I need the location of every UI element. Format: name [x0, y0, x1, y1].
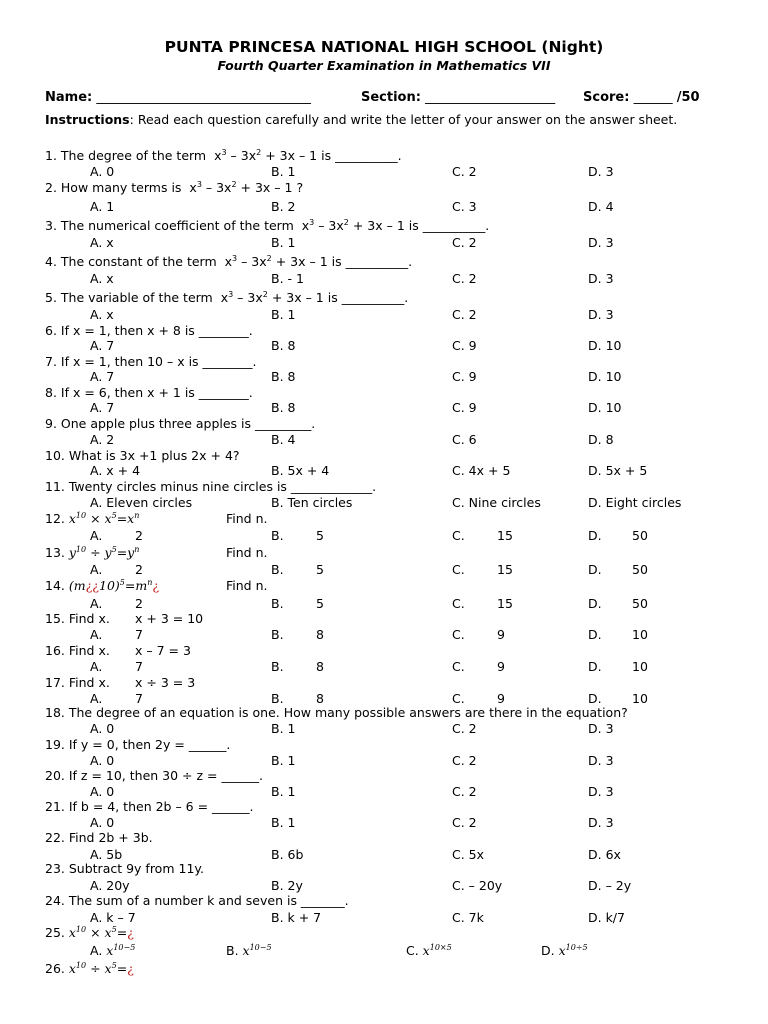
choice-a: A. 0: [90, 753, 115, 768]
question-number: 18.: [45, 705, 69, 720]
choice-value-c: 15: [497, 562, 513, 577]
question-20: [45, 768, 263, 784]
choice-expression: $x^{10\times 5}$: [418, 943, 452, 958]
question-text: Subtract 9y from 11y.: [68, 861, 204, 876]
term-expression: $x^3 - 3x^2 + 3x - 1$: [224, 254, 328, 269]
instructions-text: : Read each question carefully and write the letter of your answer on the answer sheet.: [129, 112, 678, 127]
term-expression: $x^3 - 3x^2 + 3x - 1$: [301, 218, 405, 233]
choice-d: D. 5x + 5: [588, 463, 648, 478]
choice-a: A. $x^{10-5}$: [90, 943, 136, 958]
question-text: The constant of the term: [60, 254, 217, 269]
choice-d: D. Eight circles: [588, 495, 682, 510]
choice-c: C. 2: [452, 721, 477, 736]
instructions-label: Instructions: [45, 112, 130, 127]
math-expression: $(m¿¿10)^5=m^n¿$: [68, 578, 160, 593]
instructions: [45, 112, 677, 127]
question-number: 4.: [45, 254, 61, 269]
choice-d: D. 10: [588, 369, 622, 384]
question-11: [45, 479, 376, 495]
question-25: [45, 925, 134, 941]
choice-c: C. 2: [452, 307, 477, 322]
question-text: If z = 10, then 30 ÷ z = ______.: [68, 768, 263, 783]
term-expression: $x^3 - 3x^2 + 3x - 1$: [189, 180, 293, 195]
choice-d: D.: [588, 528, 602, 543]
question-24: [45, 893, 349, 909]
choice-a: A. x: [90, 235, 114, 250]
choice-b: B. Ten circles: [271, 495, 353, 510]
name-blank: _________________________________: [96, 90, 311, 105]
choice-value-b: 8: [316, 659, 324, 674]
choice-d: D. 3: [588, 164, 614, 179]
choice-d: D.: [588, 562, 602, 577]
math-expression: $x^{10}$ × $x^5=¿$: [68, 925, 134, 940]
question-number: 7.: [45, 354, 61, 369]
question-19: [45, 737, 230, 753]
choice-a: A.: [90, 528, 103, 543]
choice-a: A. k – 7: [90, 910, 136, 925]
choice-b: B. 1: [271, 164, 296, 179]
question-text: How many terms is: [60, 180, 182, 195]
choice-a: A. 1: [90, 199, 115, 214]
choice-value-d: 50: [632, 562, 648, 577]
section-label: Section:: [361, 90, 421, 105]
choice-b: B. 2: [271, 199, 296, 214]
choice-b: B. 1: [271, 815, 296, 830]
question-blank: ?: [292, 180, 304, 195]
name-field: [45, 90, 311, 105]
question-blank: is __________.: [404, 218, 490, 233]
question-2: [45, 180, 303, 196]
find-label: Find n.: [226, 545, 268, 560]
choice-value-a: 2: [135, 596, 143, 611]
question-12: [45, 511, 268, 527]
question-26: [45, 961, 134, 977]
choice-a: A. 0: [90, 815, 115, 830]
choice-a: A. 0: [90, 784, 115, 799]
question-number: 2.: [45, 180, 61, 195]
choice-expression: $x^{10\div 5}$: [554, 943, 588, 958]
choice-value-c: 15: [497, 596, 513, 611]
choice-d: D.: [588, 596, 602, 611]
choice-b: B. 4: [271, 432, 296, 447]
choice-b: B. 1: [271, 235, 296, 250]
question-13: [45, 545, 268, 561]
question-number: 9.: [45, 416, 61, 431]
question-5: [45, 290, 408, 306]
question-text: One apple plus three apples is _________.: [60, 416, 316, 431]
choice-c: C. 9: [452, 369, 477, 384]
choice-d: D. 10: [588, 400, 622, 415]
choice-d: D.: [588, 627, 602, 642]
question-1: [45, 148, 402, 164]
choice-d: D. 10: [588, 338, 622, 353]
choice-c: C. 7k: [452, 910, 484, 925]
question-text: The numerical coefficient of the term: [60, 218, 294, 233]
math-expression: $x^{10}$ ÷ $x^5=¿$: [68, 961, 134, 976]
choice-value-a: 7: [135, 659, 143, 674]
choice-value-c: 9: [497, 691, 505, 706]
question-7: [45, 354, 257, 370]
question-text: If y = 0, then 2y = ______.: [68, 737, 231, 752]
choice-c: C.: [452, 659, 465, 674]
question-text: If x = 6, then x + 1 is ________.: [60, 385, 253, 400]
question-number: 23.: [45, 861, 69, 876]
question-4: [45, 254, 412, 270]
choice-value-b: 8: [316, 627, 324, 642]
choice-value-b: 5: [316, 596, 324, 611]
question-blank: is __________.: [323, 290, 409, 305]
choice-value-d: 50: [632, 528, 648, 543]
choice-b: B. 8: [271, 400, 296, 415]
term-expression: $x^3 - 3x^2 + 3x - 1$: [220, 290, 324, 305]
choice-value-b: 5: [316, 528, 324, 543]
choice-b: B. 8: [271, 338, 296, 353]
choice-a: A. 7: [90, 400, 115, 415]
question-number: 11.: [45, 479, 69, 494]
choice-value-a: 2: [135, 528, 143, 543]
choice-d: D. 3: [588, 271, 614, 286]
choice-d: D.: [588, 659, 602, 674]
choice-value-c: 9: [497, 659, 505, 674]
question-text: Find 2b + 3b.: [68, 830, 153, 845]
school-title: PUNTA PRINCESA NATIONAL HIGH SCHOOL (Night): [164, 38, 604, 56]
choice-d: D. $x^{10\div 5}$: [541, 943, 588, 958]
question-text: Find x.: [68, 675, 110, 690]
choice-c: C. 9: [452, 338, 477, 353]
choice-value-a: 7: [135, 627, 143, 642]
question-15: [45, 611, 204, 627]
choice-d: D. k/7: [588, 910, 625, 925]
score-total: /50: [676, 90, 700, 105]
question-number: 16.: [45, 643, 69, 658]
choice-b: B. 1: [271, 753, 296, 768]
question-number: 6.: [45, 323, 61, 338]
choice-b: B.: [271, 691, 284, 706]
choice-c: C. 6: [452, 432, 477, 447]
choice-c: C. 2: [452, 235, 477, 250]
choice-a: A.: [90, 562, 103, 577]
question-number: 3.: [45, 218, 61, 233]
choice-c: C.: [452, 596, 465, 611]
choice-c: C. 2: [452, 753, 477, 768]
choice-a: A.: [90, 659, 103, 674]
question-10: [45, 448, 240, 464]
choice-b: B. k + 7: [271, 910, 322, 925]
choice-value-d: 10: [632, 659, 648, 674]
find-label: Find n.: [226, 511, 268, 526]
choice-b: B. $x^{10-5}$: [226, 943, 272, 958]
term-expression: $x^3 - 3x^2 + 3x - 1$: [214, 148, 318, 163]
choice-d: D. 6x: [588, 847, 621, 862]
question-number: 8.: [45, 385, 61, 400]
question-text: What is 3x +1 plus 2x + 4?: [68, 448, 240, 463]
choice-value-c: 15: [497, 528, 513, 543]
question-number: 20.: [45, 768, 69, 783]
question-9: [45, 416, 315, 432]
question-text: The degree of the term: [60, 148, 207, 163]
choice-b: B.: [271, 659, 284, 674]
question-18: [45, 705, 628, 721]
question-number: 26.: [45, 961, 69, 976]
choice-a: A. Eleven circles: [90, 495, 193, 510]
choice-b: B. 1: [271, 784, 296, 799]
choice-c: C. 2: [452, 164, 477, 179]
choice-b: B. 2y: [271, 878, 303, 893]
math-expression: $x^{10} \times x^5=x^n$: [68, 511, 140, 526]
choice-a: A.: [90, 627, 103, 642]
choice-d: D. – 2y: [588, 878, 632, 893]
question-number: 24.: [45, 893, 69, 908]
choice-b: B. 1: [271, 721, 296, 736]
score-blank: ______: [633, 90, 673, 105]
question-text: Twenty circles minus nine circles is _____________.: [68, 479, 377, 494]
question-number: 12.: [45, 511, 69, 526]
choice-c: C.: [452, 528, 465, 543]
choice-a: A. 20y: [90, 878, 130, 893]
question-number: 19.: [45, 737, 69, 752]
score-label: Score:: [583, 90, 630, 105]
question-text: The degree of an equation is one. How many possible answers are there in the equation?: [68, 705, 628, 720]
choice-a: A. 0: [90, 164, 115, 179]
choice-c: C. 2: [452, 815, 477, 830]
question-6: [45, 323, 253, 339]
question-number: 15.: [45, 611, 69, 626]
choice-c: C. Nine circles: [452, 495, 541, 510]
choice-value-a: 2: [135, 562, 143, 577]
choice-b: B. 8: [271, 369, 296, 384]
find-label: Find n.: [226, 578, 268, 593]
question-number: 21.: [45, 799, 69, 814]
question-text: If b = 4, then 2b – 6 = ______.: [68, 799, 254, 814]
choice-c: C. $x^{10\times 5}$: [406, 943, 452, 958]
choice-b: B.: [271, 528, 284, 543]
name-label: Name:: [45, 90, 93, 105]
choice-b: B. 6b: [271, 847, 304, 862]
choice-a: A. x: [90, 307, 114, 322]
question-text: Find x.: [68, 611, 110, 626]
choice-b: B.: [271, 596, 284, 611]
choice-a: A. 2: [90, 432, 115, 447]
choice-c: C.: [452, 627, 465, 642]
question-number: 10.: [45, 448, 69, 463]
choice-c: C. – 20y: [452, 878, 503, 893]
choice-c: C. 5x: [452, 847, 485, 862]
choice-d: D. 3: [588, 235, 614, 250]
choice-c: C. 9: [452, 400, 477, 415]
question-16: [45, 643, 191, 659]
choice-d: D.: [588, 691, 602, 706]
choice-a: A.: [90, 691, 103, 706]
section-blank: ____________________: [425, 90, 556, 105]
choice-c: C.: [452, 691, 465, 706]
question-14: [45, 578, 268, 594]
question-number: 13.: [45, 545, 69, 560]
choice-value-a: 7: [135, 691, 143, 706]
choice-value-b: 5: [316, 562, 324, 577]
choice-a: A. x + 4: [90, 463, 141, 478]
choice-a: A. 5b: [90, 847, 123, 862]
choice-c: C.: [452, 562, 465, 577]
question-number: 25.: [45, 925, 69, 940]
question-number: 22.: [45, 830, 69, 845]
section-field: [361, 90, 555, 105]
question-text: The sum of a number k and seven is _______.: [68, 893, 349, 908]
equation: x + 3 = 10: [135, 611, 204, 626]
question-number: 1.: [45, 148, 61, 163]
choice-c: C. 2: [452, 784, 477, 799]
choice-value-b: 8: [316, 691, 324, 706]
choice-b: B. 1: [271, 307, 296, 322]
choice-b: B. - 1: [271, 271, 304, 286]
choice-expression: $x^{10-5}$: [102, 943, 136, 958]
choice-a: A. 7: [90, 369, 115, 384]
question-number: 14.: [45, 578, 69, 593]
choice-expression: $x^{10-5}$: [238, 943, 272, 958]
exam-subtitle: Fourth Quarter Examination in Mathematics VII: [217, 58, 551, 73]
choice-d: D. 3: [588, 721, 614, 736]
question-23: [45, 861, 204, 877]
choice-value-c: 9: [497, 627, 505, 642]
choice-value-d: 10: [632, 691, 648, 706]
choice-d: D. 4: [588, 199, 614, 214]
question-17: [45, 675, 196, 691]
question-21: [45, 799, 254, 815]
choice-c: C. 4x + 5: [452, 463, 511, 478]
question-number: 17.: [45, 675, 69, 690]
question-blank: is __________.: [327, 254, 413, 269]
choice-d: D. 3: [588, 784, 614, 799]
choice-a: A. 0: [90, 721, 115, 736]
choice-c: C. 2: [452, 271, 477, 286]
question-blank: is __________.: [317, 148, 402, 163]
choice-d: D. 3: [588, 307, 614, 322]
choice-a: A.: [90, 596, 103, 611]
question-text: If x = 1, then 10 – x is ________.: [60, 354, 257, 369]
choice-c: C. 3: [452, 199, 477, 214]
equation: x – 7 = 3: [135, 643, 191, 658]
choice-a: A. x: [90, 271, 114, 286]
question-3: [45, 218, 489, 234]
question-text: If x = 1, then x + 8 is ________.: [60, 323, 253, 338]
question-text: The variable of the term: [60, 290, 213, 305]
choice-value-d: 50: [632, 596, 648, 611]
choice-d: D. 3: [588, 815, 614, 830]
choice-b: B.: [271, 562, 284, 577]
math-expression: $y^{10} \div y^5=y^n$: [68, 545, 140, 560]
score-field: [583, 90, 700, 105]
choice-b: B. 5x + 4: [271, 463, 330, 478]
equation: x ÷ 3 = 3: [135, 675, 196, 690]
question-8: [45, 385, 253, 401]
choice-b: B.: [271, 627, 284, 642]
question-22: [45, 830, 153, 846]
question-number: 5.: [45, 290, 61, 305]
question-text: Find x.: [68, 643, 110, 658]
choice-d: D. 3: [588, 753, 614, 768]
choice-d: D. 8: [588, 432, 614, 447]
choice-value-d: 10: [632, 627, 648, 642]
choice-a: A. 7: [90, 338, 115, 353]
